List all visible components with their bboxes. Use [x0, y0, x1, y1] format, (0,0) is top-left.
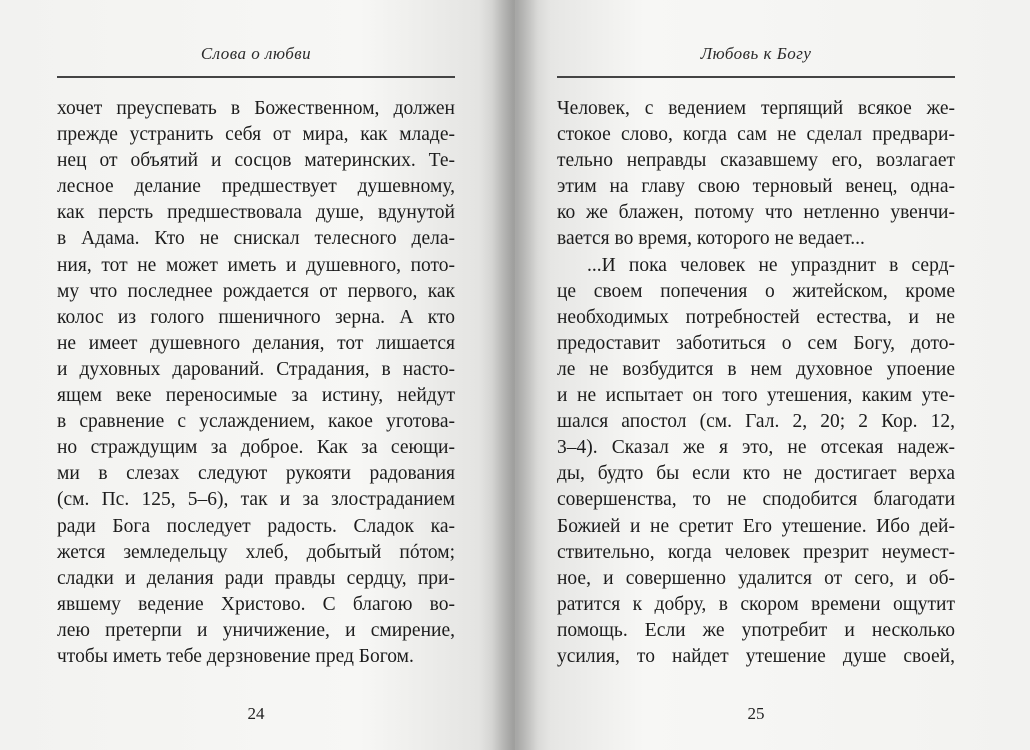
text-line: необходимых потребностей естества, и не [557, 306, 955, 328]
running-head-right: Любовь к Богу [700, 44, 812, 63]
text-line: и не испытает он того утешения, каким уте- [557, 385, 955, 407]
text-line: 3–4). Сказал же я это, не отсекая надеж- [557, 437, 955, 459]
text-line: стокое слово, когда сам не сделал предвари- [557, 124, 955, 146]
text-line: в сравнение с услаждением, какое уготова- [57, 411, 455, 433]
text-line: этим на главу свою терновый венец, одна- [557, 176, 955, 198]
text-line: усилия, то найдет утешение душе своей, [557, 645, 955, 667]
text-line: ное, и совершенно удалится от сего, и об- [557, 567, 955, 589]
text-line: ле не возбудится в нем духовное упоение [557, 358, 955, 380]
header-rule-left [57, 76, 455, 78]
text-line: ствительно, когда человек презрит неумест- [557, 541, 955, 563]
text-line: ми в слезах следуют рукояти радования [57, 463, 455, 485]
text-line: и духовных дарований. Страдания, в насто- [57, 358, 455, 380]
text-line: помощь. Если же употребит и несколько [557, 619, 955, 641]
text-line: ко же блажен, потому что нетленно увенчи- [557, 202, 955, 224]
text-line: в Адама. Кто не снискал телесного дела- [57, 228, 455, 250]
text-line: Божией и не сретит Его утешение. Ибо дей- [557, 515, 955, 537]
right-page [515, 0, 1030, 750]
page-number-left: 24 [247, 704, 265, 723]
text-line: предоставит заботиться о сем Богу, дото- [557, 332, 955, 354]
gutter-shadow [492, 0, 538, 750]
right-body-text [557, 96, 955, 670]
left-body-text [57, 96, 455, 670]
text-line: Человек, с ведением терпящий всякое же- [557, 98, 955, 119]
text-line: лесное делание предшествует душевному, [57, 176, 455, 198]
text-line: це своем попечения о житейском, кроме [557, 280, 955, 302]
header-rule-right [557, 76, 955, 78]
text-line: ради Бога последует радость. Сладок ка- [57, 515, 455, 537]
text-line: явшему ведение Христово. С благою во- [57, 593, 455, 615]
running-head-left: Слова о любви [200, 44, 312, 63]
text-line: шался апостол (см. Гал. 2, 20; 2 Кор. 12, [557, 411, 955, 433]
text-line: жется земледельцу хлеб, добытый пóтом; [57, 541, 455, 563]
text-line: ния, тот не может иметь и душевного, пото- [57, 254, 455, 276]
text-line: но страждущим за доброе. Как за сеющи- [57, 437, 455, 459]
text-line: вается во время, которого не ведает... [557, 228, 865, 250]
text-line: не имеет душевного делания, тот лишается [57, 332, 455, 354]
text-line: ящем веке переносимые за истину, нейдут [57, 385, 455, 407]
text-line: му что последнее рождается от первого, как [57, 280, 455, 302]
text-line: (см. Пс. 125, 5–6), так и за злостраданием [57, 489, 455, 511]
page-number-right: 25 [747, 704, 765, 723]
text-line: лею претерпи и уничижение, и смирение, [57, 619, 455, 641]
text-line: колос из голого пшеничного зерна. А кто [57, 306, 455, 328]
text-line: ратится к добру, в скором времени ощутит [557, 593, 955, 615]
text-line: хочет преуспевать в Божественном, должен [57, 98, 455, 119]
text-line: прежде устранить себя от мира, как младе- [57, 124, 455, 146]
text-line: чтобы иметь тебе дерзновение пред Богом. [57, 645, 414, 667]
text-line: сладки и делания ради правды сердцу, при- [57, 567, 455, 589]
text-line: нец от объятий и сосцов материнских. Те- [57, 150, 455, 172]
text-line: ды, будто бы если кто не достигает верха [557, 463, 955, 485]
text-line: как персть предшествовала душе, вдунутой [57, 202, 455, 224]
text-line: тельно неправды сказавшему его, возлагает [557, 150, 955, 172]
text-line: совершенства, то не сподобится благодати [557, 489, 955, 511]
text-line: ...И пока человек не упразднит в серд- [587, 254, 955, 276]
